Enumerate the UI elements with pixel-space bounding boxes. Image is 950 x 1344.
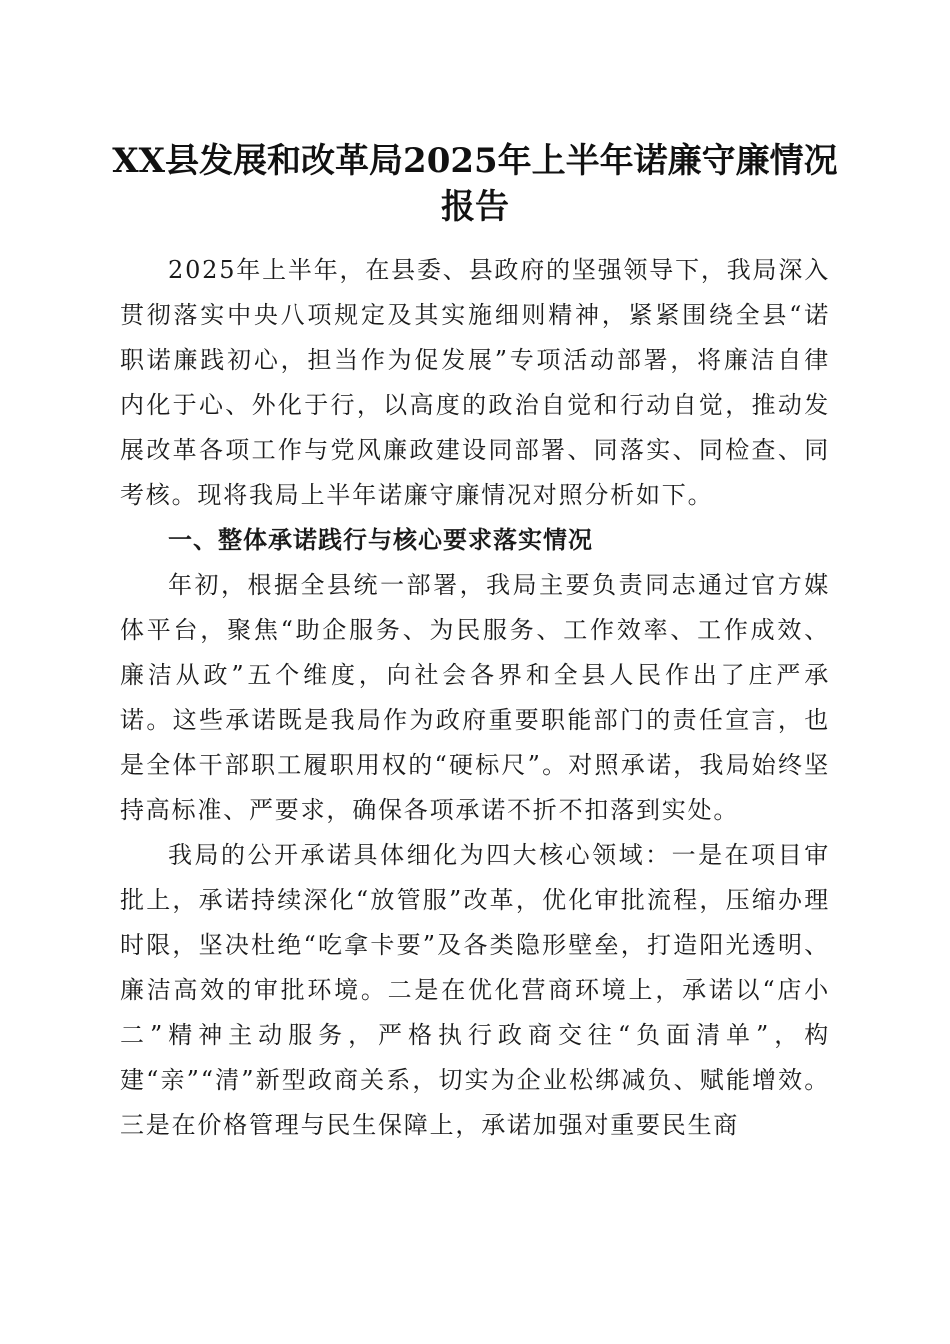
intro-paragraph: 2025年上半年，在县委、县政府的坚强领导下，我局深入贯彻落实中央八项规定及其实施细则精神，紧紧围绕全县“诺职诺廉践初心，担当作为促发展”专项活动部署，将廉洁自律内化于心、外化于行，以高度的政治自觉和行动自觉，推动发展改革各项工作与党风廉政建设同部署、同落实、同检查、同考核。现将我局上半年诺廉守廉情况对照分析如下。: [120, 256, 830, 509]
section1-paragraph-1: 年初，根据全县统一部署，我局主要负责同志通过官方媒体平台，聚焦“助企服务、为民服务、工作效率、工作成效、廉洁从政”五个维度，向社会各界和全县人民作出了庄严承诺。这些承诺既是我局作为政府重要职能部门的责任宣言，也是全体干部职工履职用权的“硬标尺”。对照承诺，我局始终坚持高标准、严要求，确保各项承诺不折不扣落到实处。: [120, 571, 830, 824]
document-body: [120, 248, 830, 1148]
section1-paragraph-2: 我局的公开承诺具体细化为四大核心领域：一是在项目审批上，承诺持续深化“放管服”改革，优化审批流程，压缩办理时限，坚决杜绝“吃拿卡要”及各类隐形壁垒，打造阳光透明、廉洁高效的审批环境。二是在优化营商环境上，承诺以“店小二”精神主动服务，严格执行政商交往“负面清单”，构建“亲”“清”新型政商关系，切实为企业松绑减负、赋能增效。三是在价格管理与民生保障上，承诺加强对重要民生商: [120, 841, 830, 1139]
section-heading-1: 一、整体承诺践行与核心要求落实情况: [168, 526, 593, 554]
document-title: XX县发展和改革局2025年上半年诺廉守廉情况报告: [112, 141, 838, 227]
